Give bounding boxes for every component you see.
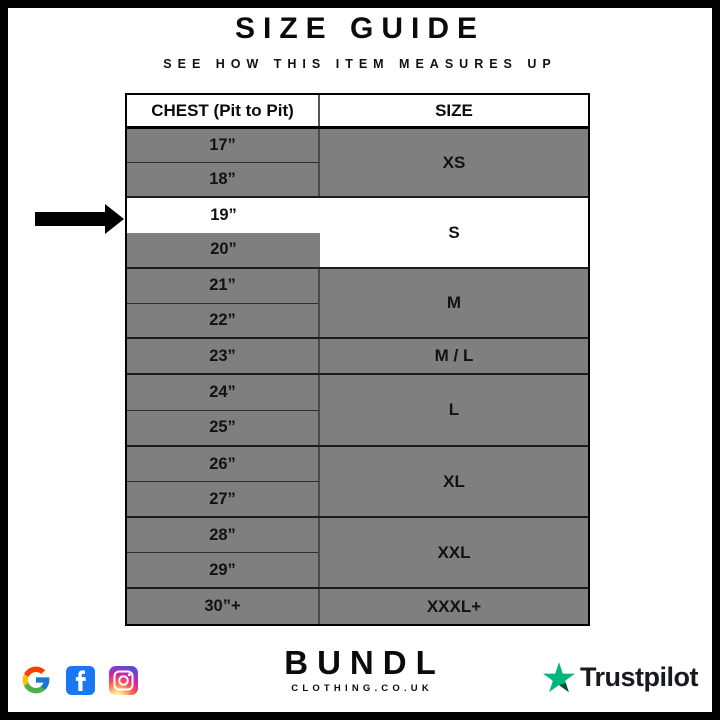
size-section-xs xyxy=(127,129,588,198)
size-value: XL xyxy=(443,471,465,491)
right-arrow-icon xyxy=(35,204,124,234)
size-section-ml xyxy=(127,339,588,375)
brand-name: BUNDL xyxy=(284,644,445,681)
chest-cell: 18” xyxy=(209,170,236,188)
size-value: M xyxy=(446,293,462,312)
size-value: XXL xyxy=(437,542,471,562)
column-header-size: SIZE xyxy=(435,100,473,120)
size-section-m xyxy=(127,269,588,339)
chest-cell-highlighted: 19” xyxy=(210,205,237,224)
chest-cell: 25” xyxy=(209,418,236,437)
chest-cell: 17” xyxy=(127,129,318,163)
size-value: M / L xyxy=(434,346,474,365)
page-subtitle: SEE HOW THIS ITEM MEASURES UP xyxy=(163,57,557,71)
size-value: L xyxy=(448,400,460,419)
chest-cell: 22” xyxy=(209,310,236,329)
size-section-l xyxy=(127,375,588,447)
brand-domain: CLOTHING.CO.UK xyxy=(291,683,433,694)
size-section-xl xyxy=(127,447,588,518)
size-value-highlighted: S xyxy=(448,222,460,242)
size-section-xxxl xyxy=(127,589,588,624)
size-section-s-highlighted xyxy=(127,198,588,269)
column-header-chest: CHEST (Pit to Pit) xyxy=(127,95,320,126)
page-title: SIZE GUIDE xyxy=(234,12,486,45)
size-table xyxy=(125,93,590,626)
chest-cell: 27” xyxy=(209,489,236,508)
trustpilot-star-icon xyxy=(543,662,575,693)
chest-cell: 20” xyxy=(127,233,320,268)
trustpilot-logo[interactable] xyxy=(543,662,698,693)
size-value: XXXL+ xyxy=(426,596,482,616)
chest-cell: 24” xyxy=(127,375,318,411)
chest-cell: 21” xyxy=(127,269,318,304)
chest-cell: 23” xyxy=(209,346,236,365)
trustpilot-label: Trustpilot xyxy=(580,662,698,692)
size-section-xxl xyxy=(127,518,588,589)
table-header-row xyxy=(127,95,588,129)
chest-cell: 28” xyxy=(127,518,318,553)
chest-cell: 26” xyxy=(127,447,318,482)
size-value: XS xyxy=(442,152,466,172)
chest-cell: 30”+ xyxy=(204,597,241,615)
chest-cell: 29” xyxy=(209,560,236,579)
